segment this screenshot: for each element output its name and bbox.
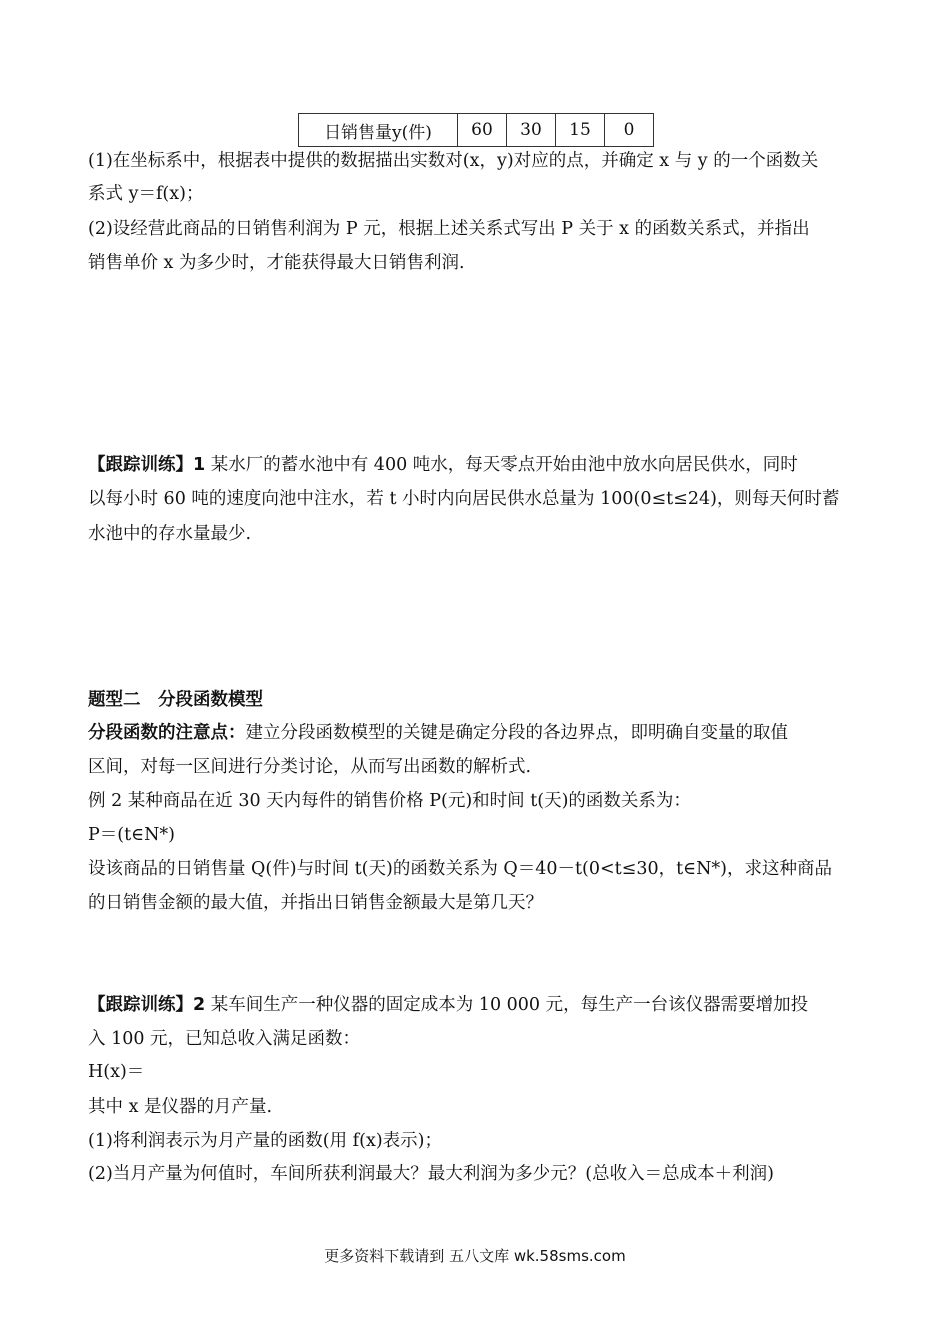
track2-line4: 其中 x 是仪器的月产量. [88,1097,273,1117]
table-header-cell: 日销售量y(件) [299,114,458,147]
table-cell: 60 [458,114,507,147]
sales-table [298,113,654,147]
problem1-q2-line2: 销售单价 x 为多少时，才能获得最大日销售利润. [88,253,465,273]
section2-title: 题型二 分段函数模型 [88,690,263,710]
example2-line2: P＝(t∈N*) [88,825,175,845]
table-row [299,114,654,147]
table-cell: 30 [507,114,556,147]
example2-line4: 的日销售金额的最大值，并指出日销售金额最大是第几天？ [88,893,543,913]
example2-line3: 设该商品的日销售量 Q(件)与时间 t(天)的函数关系为 Q＝40－t(0<t≤30，t∈N*)，求这种商品 [88,859,832,879]
note-text: 建立分段函数模型的关键是确定分段的各边界点，即明确自变量的取值 [245,723,788,743]
track2-line3: H(x)＝ [88,1062,145,1082]
table-cell: 0 [605,114,654,147]
table-cell: 15 [556,114,605,147]
problem1-q1-line2: 系式 y＝f(x)； [88,184,204,204]
track2-line5: (1)将利润表示为月产量的函数(用 f(x)表示)； [88,1131,443,1151]
section2-note-line2: 区间，对每一区间进行分类讨论，从而写出函数的解析式. [88,757,532,777]
example2-line1: 例 2 某种商品在近 30 天内每件的销售价格 P(元)和时间 t(天)的函数关系为： [88,791,691,811]
track2-line1 [88,994,808,1016]
track1-line2: 以每小时 60 吨的速度向池中注水，若 t 小时内向居民供水总量为 100(0≤t≤24)，则每天何时蓄 [88,489,840,509]
footer-link[interactable]: 更多资料下载请到 五八文库 wk.58sms.com [324,1247,626,1265]
track2-text: 某车间生产一种仪器的固定成本为 10 000 元，每生产一台该仪器需要增加投 [205,995,809,1015]
section2-note-line1 [88,722,788,744]
track2-label: 【跟踪训练】2 [88,995,206,1015]
track1-line1 [88,454,798,476]
track1-text: 某水厂的蓄水池中有 400 吨水，每天零点开始由池中放水向居民供水，同时 [205,455,798,475]
track2-line2: 入 100 元，已知总收入满足函数： [88,1029,361,1049]
track2-line6: (2)当月产量为何值时，车间所获利润最大？最大利润为多少元？(总收入＝总成本＋利润) [88,1164,774,1184]
note-label: 分段函数的注意点： [88,723,246,743]
track1-line3: 水池中的存水量最少. [88,524,252,544]
track1-label: 【跟踪训练】1 [88,455,206,475]
problem1-q2-line1: (2)设经营此商品的日销售利润为 P 元，根据上述关系式写出 P 关于 x 的函数关系式，并指出 [88,219,810,239]
problem1-q1-line1: (1)在坐标系中，根据表中提供的数据描出实数对(x，y)对应的点，并确定 x 与 y 的一个函数关 [88,151,819,171]
